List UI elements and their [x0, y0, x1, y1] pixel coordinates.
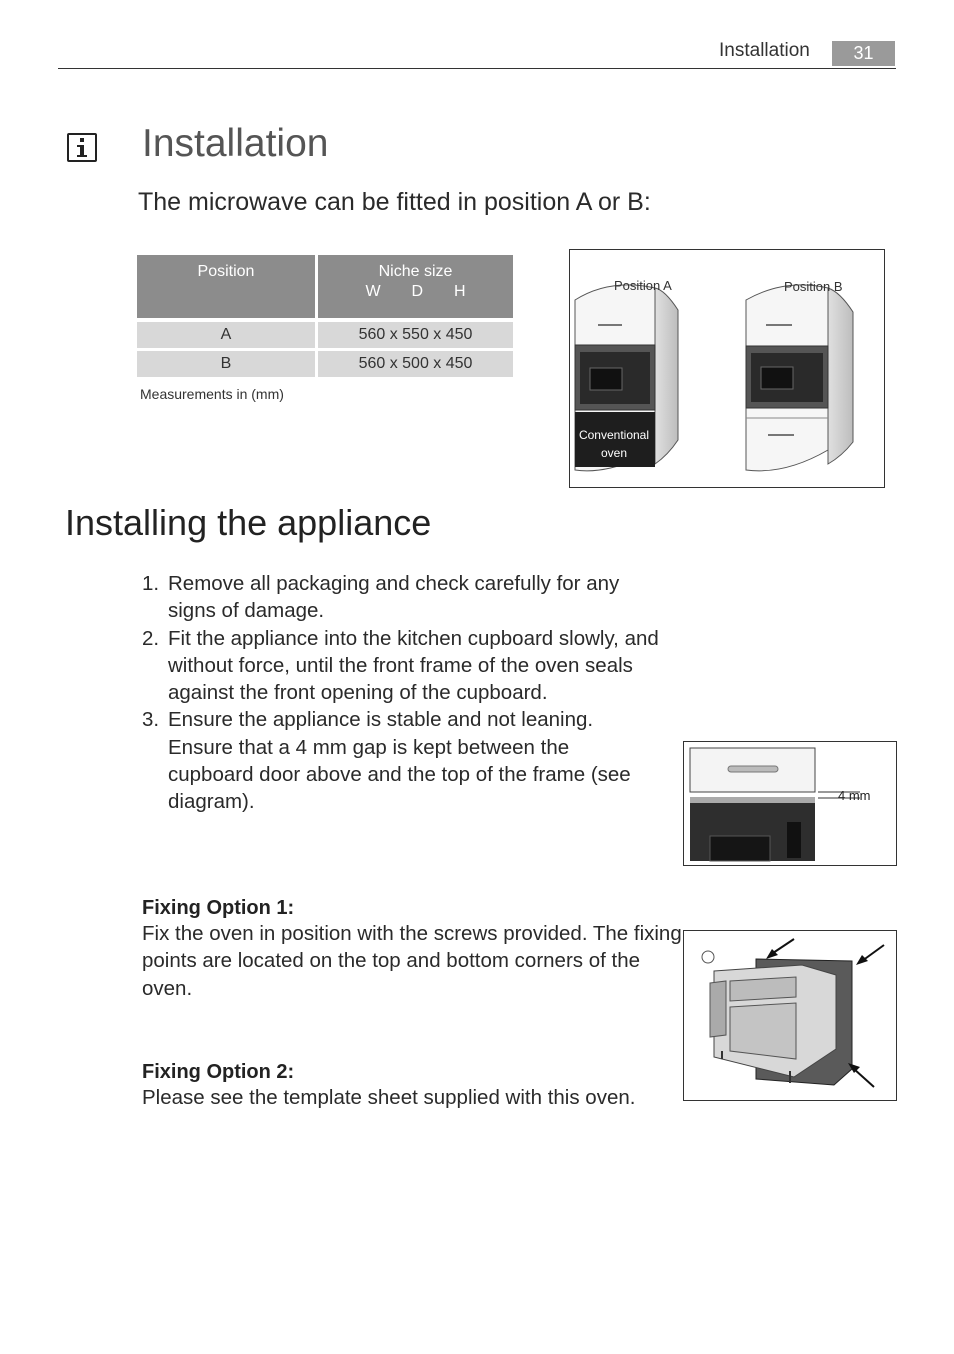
fixing-option-2	[142, 1061, 702, 1111]
page-title: Installation	[142, 122, 329, 165]
gap-illustration	[684, 742, 896, 865]
table-cell-size: 560 x 500 x 450	[318, 351, 513, 377]
position-a-label: Position A	[614, 278, 672, 293]
info-icon	[67, 133, 97, 162]
table-header-niche	[318, 255, 513, 318]
list-item	[142, 570, 672, 625]
fixing-option-1-text: Fix the oven in position with the screws provided. The fixing points are located on the top and bottom corners of the oven.	[142, 922, 682, 1000]
table-cell-position: A	[137, 322, 315, 348]
fixing-option-1	[142, 897, 682, 1002]
list-item	[142, 706, 653, 815]
table-cell-position: B	[137, 351, 315, 377]
step-number: 2.	[142, 626, 160, 650]
step-text: Ensure the appliance is stable and not leaning. Ensure that a 4 mm gap is kept between the cupboard door above and the top of the frame (see diagram).	[168, 708, 631, 814]
fixing-option-2-title: Fixing Option 2:	[142, 1061, 295, 1083]
step-text: Remove all packaging and check carefully for any signs of damage.	[168, 572, 620, 623]
dim-d: D	[411, 283, 424, 300]
position-b-label: Position B	[784, 279, 843, 294]
page-subtitle: The microwave can be fitted in position A or B:	[138, 188, 651, 216]
step-text: Fit the appliance into the kitchen cupboard slowly, and without force, until the front frame of the oven seals against the front opening of the cupboard.	[168, 626, 659, 705]
table-cell-size: 560 x 550 x 450	[318, 322, 513, 348]
fixing-option-1-title: Fixing Option 1:	[142, 897, 295, 919]
page-number: 31	[832, 41, 895, 66]
fixing-figure	[683, 930, 897, 1101]
fixing-illustration	[684, 931, 896, 1100]
gap-figure	[683, 741, 897, 866]
conventional-oven-label: Conventional oven	[578, 428, 650, 460]
table-header-position	[137, 255, 315, 318]
dim-h: H	[453, 283, 466, 300]
table-header-niche-label: Niche size	[378, 263, 453, 280]
gap-label: 4 mm	[838, 788, 871, 803]
step-number: 3.	[142, 708, 160, 732]
header-section-name: Installation	[719, 40, 810, 61]
list-item	[142, 625, 672, 707]
section-title: Installing the appliance	[65, 502, 432, 543]
position-figure	[569, 249, 885, 488]
dim-w: W	[365, 283, 381, 300]
step-number: 1.	[142, 572, 160, 595]
fixing-option-2-text: Please see the template sheet supplied with this oven.	[142, 1086, 636, 1109]
measurements-note: Measurements in (mm)	[140, 386, 284, 402]
table-header-dims	[318, 283, 513, 301]
header-divider	[58, 68, 896, 69]
installation-steps	[142, 570, 672, 816]
table-header-position-label: Position	[197, 263, 255, 280]
